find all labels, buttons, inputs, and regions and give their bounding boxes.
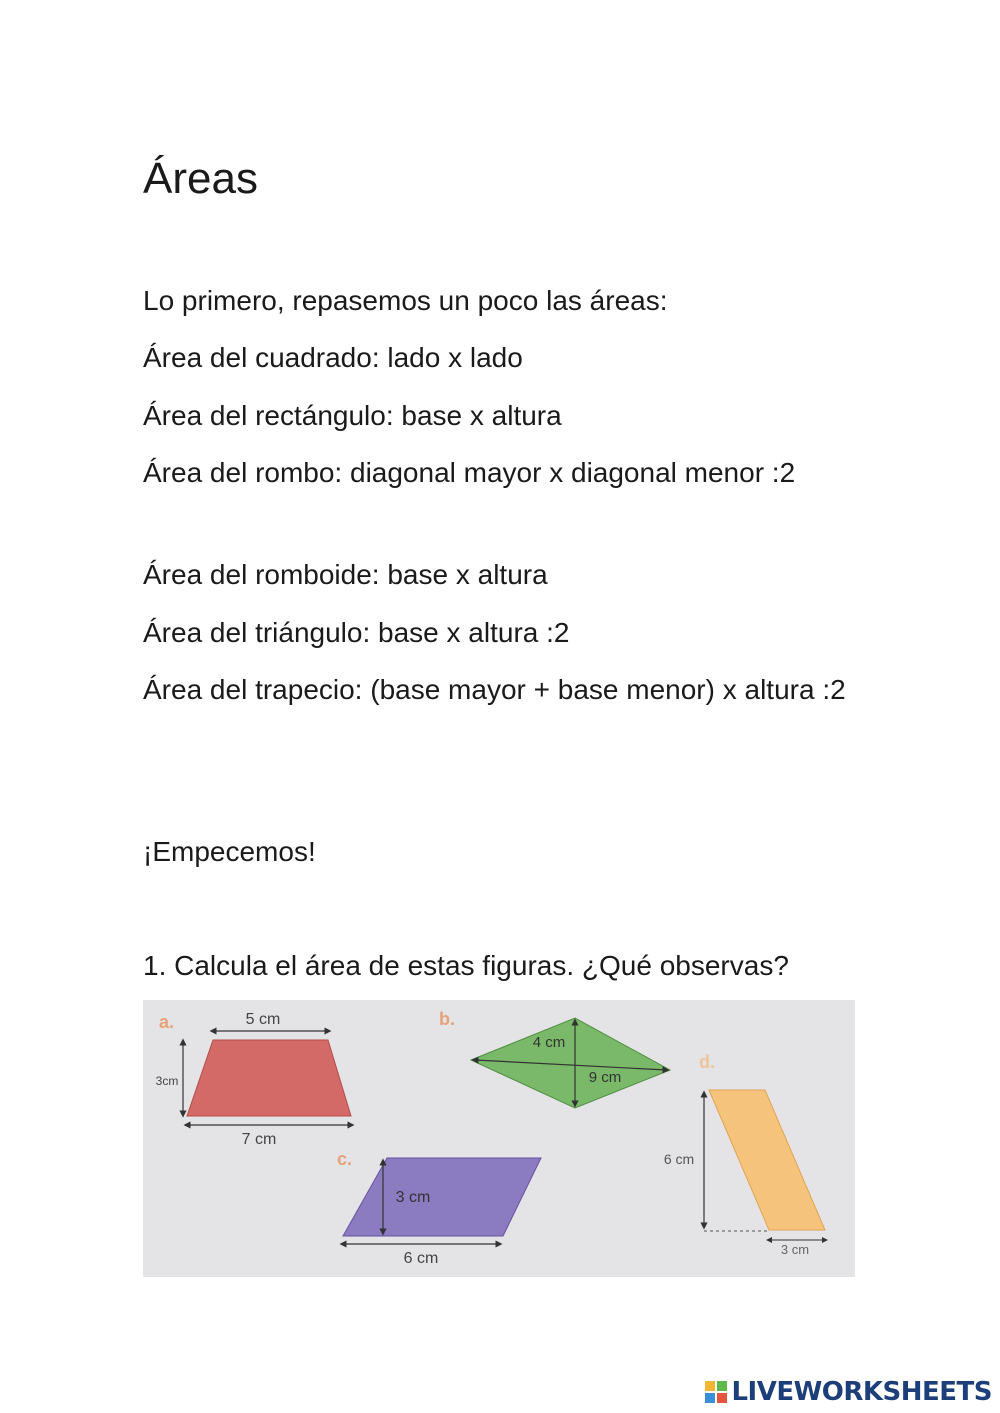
brand-name: LIVEWORKSHEETS bbox=[731, 1377, 992, 1407]
shapes-svg bbox=[143, 1000, 855, 1277]
a-height-label: 3cm bbox=[155, 1074, 179, 1088]
intro-text: Lo primero, repasemos un poco las áreas: bbox=[143, 285, 668, 316]
d-base-label: 3 cm bbox=[780, 1242, 810, 1257]
liveworksheets-logo-icon bbox=[705, 1381, 727, 1403]
b-short-label: 4 cm bbox=[532, 1034, 566, 1051]
footer-brand bbox=[705, 1379, 992, 1405]
formula-trapezoid: Área del trapecio: (base mayor + base menor) x altura :2 bbox=[143, 674, 846, 705]
page-title: Áreas bbox=[143, 154, 258, 204]
c-height-label: 3 cm bbox=[395, 1189, 431, 1206]
start-text: ¡Empecemos! bbox=[143, 836, 316, 867]
formula-rhomboid: Área del romboide: base x altura bbox=[143, 559, 548, 590]
label-b: b. bbox=[439, 1009, 455, 1029]
b-long-label: 9 cm bbox=[588, 1069, 622, 1086]
label-c: c. bbox=[337, 1149, 353, 1169]
label-d: d. bbox=[699, 1052, 715, 1072]
shapes-figure bbox=[143, 1000, 855, 1277]
a-top-label: 5 cm bbox=[245, 1011, 281, 1028]
c-base-label: 6 cm bbox=[403, 1250, 439, 1267]
formula-triangle: Área del triángulo: base x altura :2 bbox=[143, 617, 570, 648]
trapezoid-shape bbox=[187, 1040, 351, 1116]
rhomboid-shape bbox=[709, 1090, 825, 1230]
formula-square: Área del cuadrado: lado x lado bbox=[143, 342, 523, 373]
formula-rhombus: Área del rombo: diagonal mayor x diagonal menor :2 bbox=[143, 457, 796, 488]
a-bottom-label: 7 cm bbox=[241, 1131, 277, 1148]
exercise-prompt: 1. Calcula el área de estas figuras. ¿Qué observas? bbox=[143, 950, 789, 981]
formula-rectangle: Área del rectángulo: base x altura bbox=[143, 400, 562, 431]
label-a: a. bbox=[159, 1012, 175, 1032]
d-height-label: 6 cm bbox=[663, 1151, 695, 1167]
rhombus-shape bbox=[471, 1018, 670, 1108]
parallelogram-shape bbox=[343, 1158, 541, 1236]
